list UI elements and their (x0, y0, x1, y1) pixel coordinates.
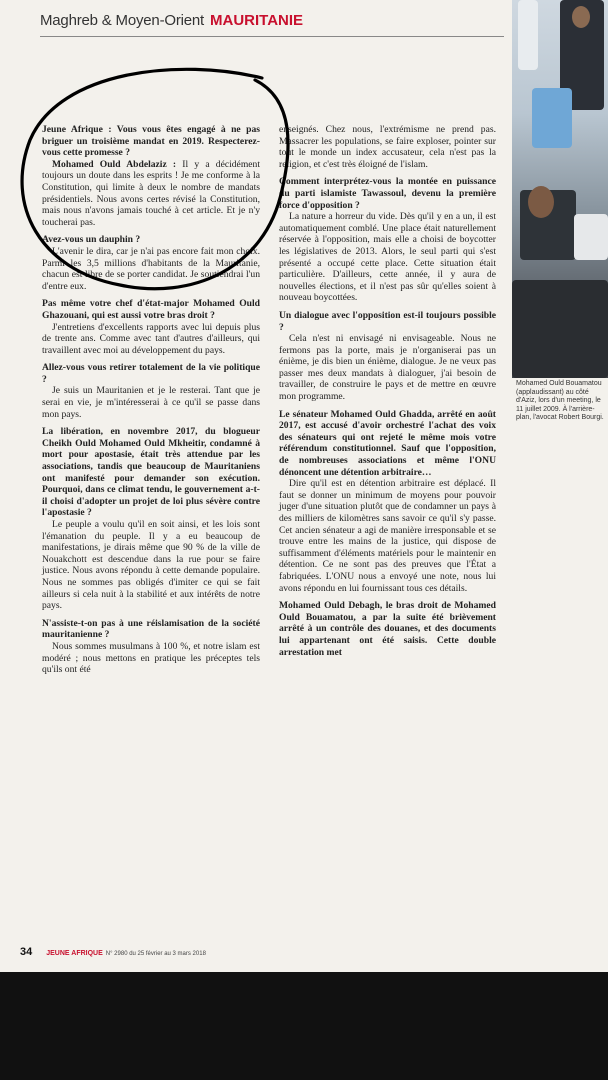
paragraph-text: Mohamed Ould Debagh, le bras droit de Mohamed Ould Bouamatou, a par la suite été brièvement arrêté à un contrôle des douanes, et des documents lui appartenant ont été saisis. Cette double arrestation met (279, 600, 496, 658)
photo-figure-blue (532, 88, 572, 148)
paragraph-text: Dire qu'il est en détention arbitraire est déplacé. Il faut se donner un minimum de moyens pour pouvoir juger d'une situation plutôt que de condamner un pays à des milliers de kilomètres sans savoir ce qu'il s'y passe. Cet ancien sénateur a agi de manière irresponsable et se trouve entre les mains de la justice, qui dispose de suffisamment d'éléments matériels pour le maintenir en détention. Ce ne sont pas des preuves que l'État a fabriquées. L'ONU nous a envoyé une note, nous lui avons répondu en lui fournissant tous ces détails. (279, 478, 496, 594)
header-rule (40, 36, 504, 37)
interview-answer (279, 211, 496, 304)
paragraph-text: J'entretiens d'excellents rapports avec lui depuis plus de trente ans. Comme avec tant d'autres d'ailleurs, qui travaillent avec moi au développement du pays. (42, 321, 260, 356)
interview-question (42, 362, 260, 385)
paragraph-text: Je suis un Mauritanien et je le resterai. Tant que je serai en vie, je m'intéresserai à ce qu'il se passe dans mon pays. (42, 385, 260, 420)
magazine-name: JEUNE AFRIQUE (46, 950, 103, 957)
article-column-right (279, 124, 496, 658)
photo-cameras (512, 280, 608, 378)
section-label: Maghreb & Moyen-Orient (40, 12, 205, 29)
interview-question (279, 310, 496, 333)
paragraph-text: Allez-vous vous retirer totalement de la vie politique ? (42, 362, 260, 385)
interview-answer (42, 322, 260, 357)
paragraph-text: Jeune Afrique : Vous vous êtes engagé à ne pas briguer un troisième mandat en 2019. Respecterez-vous cette promesse ? (42, 124, 260, 159)
paragraph-text: Avez-vous un dauphin ? (42, 234, 141, 246)
paragraph-text: La nature a horreur du vide. Dès qu'il y en a un, il est automatiquement comblé. Une place était naturellement réservée à l'opposition, mais elle a choisi de boycotter les législatives de 2013. Alors, le seul parti qui s'est présenté a occupé cette place. Cette situation était particulière. D'ailleurs, cette année, il y aura de nouvelles élections, et il n'est pas sûr qu'elles soient à nouveau boycottées. (279, 211, 496, 304)
page-number: 34 (20, 946, 33, 958)
paragraph-text: Le peuple a voulu qu'il en soit ainsi, et les lois sont l'émanation du peuple. Il y a eu beaucoup de manifestations, je dirais même que 90 % de la ville de Nouakchott est descendue dans la rue pour se faire justice. Nous avons répondu à cette demande populaire. Nous ne sommes pas obligés d'imiter ce qui se fait ailleurs si cela nuit à la stabilité et aux intérêts de notre pays. (42, 519, 260, 612)
speaker-name: Mohamed Ould Abdelaziz : (52, 158, 177, 170)
paragraph-text: Il y a décidément toujours un doute dans les esprits ! Je me conforme à la Constitution, qui limite à deux le nombre de mandats présidentiels. Nous avons certes révisé la Constitution, mais nous n'avons jamais touché à cet article. Et je n'y toucherai pas. (42, 158, 260, 228)
interview-question (42, 618, 260, 641)
paragraph-text: Comment interprétez-vous la montée en puissance du parti islamiste Tawassoul, devenu la première force d'opposition ? (279, 176, 496, 211)
article-column-left (42, 124, 260, 676)
interview-question (279, 409, 496, 479)
interview-question (42, 124, 260, 159)
interview-answer (42, 385, 260, 420)
interview-answer (42, 159, 260, 229)
paragraph-text: N'assiste-t-on pas à une réislamisation de la société mauritanienne ? (42, 617, 260, 641)
screen-bottom-area (0, 972, 608, 1080)
interview-question (42, 234, 260, 246)
paragraph-text: Le sénateur Mohamed Ould Ghadda, arrêté en août 2017, est accusé d'avoir orchestré l'achat des voix des sénateurs qui ont rejeté le même mois votre référendum constitutionnel. Sauf que l'opposition, de nombreuses associations et même l'ONU dénoncent une détention arbitraire… (279, 408, 496, 478)
paragraph-text: enseignés. Chez nous, l'extrémisme ne prend pas. Massacrer les populations, se faire exploser, pointer sur tout le monde un index accusateur, cela n'est pas la religion, et c'est très éloigné de l'islam. (279, 124, 496, 170)
interview-question (42, 298, 260, 321)
interview-answer (42, 246, 260, 292)
paragraph-text: La libération, en novembre 2017, du blogueur Cheikh Ould Mohamed Ould Mkheitir, condamné à mort pour apostasie, était très attendue par les associations, tandis que beaucoup de Mauritaniens ont manifesté pour demander son exécution. Pourquoi, dans ce climat tendu, le gouvernement a-t-il choisi d'adopter un projet de loi plus sévère contre l'apostasie ? (42, 426, 260, 519)
page-footer (20, 942, 206, 960)
issue-info: N° 2980 du 25 février au 3 mars 2018 (105, 951, 206, 957)
interview-question (279, 176, 496, 211)
photo-figure-white (518, 0, 538, 70)
photo (512, 0, 608, 378)
photo-caption: Mohamed Ould Bouamatou (applaudissant) au côté d'Aziz, lors d'un meeting, le 11 juillet 2009. À l'arrière-plan, l'avocat Robert Bourgi. (516, 380, 604, 422)
paragraph-text: Un dialogue avec l'opposition est-il toujours possible ? (279, 309, 496, 333)
paragraph-text: Pas même votre chef d'état-major Mohamed Ould Ghazouani, qui est aussi votre bras droit ? (42, 298, 260, 321)
interview-answer (279, 478, 496, 594)
answer-continuation (279, 124, 496, 170)
interview-answer (42, 641, 260, 676)
photo-figure-face (528, 186, 554, 218)
country-label: MAURITANIE (210, 12, 304, 29)
paragraph-text: L'avenir le dira, car je n'ai pas encore fait mon choix. Parmi les 3,5 millions d'habitants de la Mauritanie, chacun est libre de se porter candidat. Je soutiendrai l'un d'entre eux. (42, 245, 260, 292)
interview-question (279, 600, 496, 658)
interview-question (42, 426, 260, 519)
photo-figure-head (572, 6, 590, 28)
paragraph-text: Nous sommes musulmans à 100 %, et notre islam est modéré ; nous mettons en pratique les préceptes tels qu'ils ont été (42, 640, 260, 676)
interview-answer (42, 519, 260, 612)
paragraph-text: Cela n'est ni envisagé ni envisageable. Nous ne fermons pas la porte, mais je n'organiserai pas un énième, je dis bien un énième, dialogue. Je ne veux pas passer mes deux mandats à dialoguer, j'ai besoin de travailler, de construire le pays et de mettre en œuvre mon programme. (279, 333, 496, 403)
photo-figure-right (574, 214, 608, 260)
interview-answer (279, 333, 496, 403)
